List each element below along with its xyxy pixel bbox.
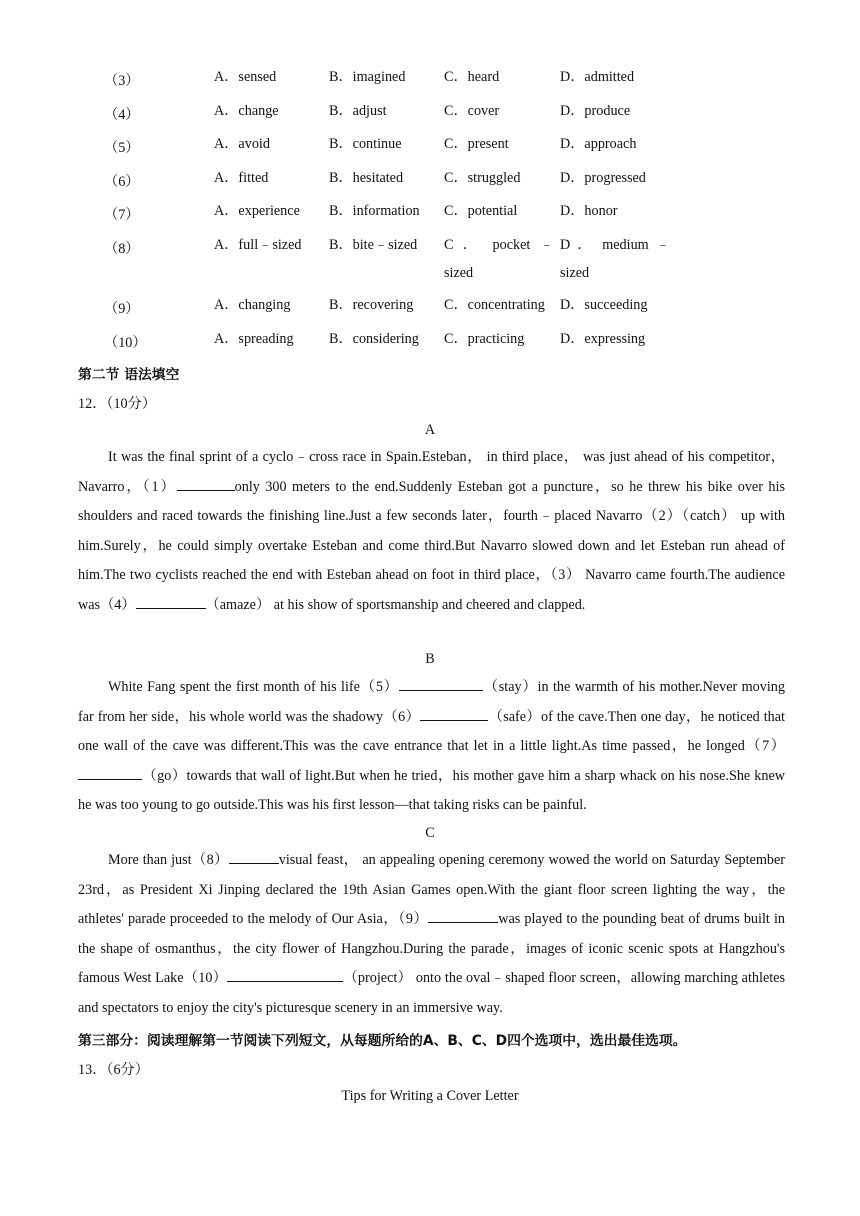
passage-text: White Fang spent the first month of his life（5） <box>108 679 399 695</box>
option-c: C．struggled <box>444 169 521 186</box>
passage-title: Tips for Writing a Cover Letter <box>341 1088 519 1104</box>
option-c: C．practicing <box>444 330 525 347</box>
option-c-line1: C ． pocket ﹣ <box>444 236 554 253</box>
option-d: D．succeeding <box>560 296 648 313</box>
option-b: B．hesitated <box>329 169 404 186</box>
option-a: A．full﹣sized <box>214 236 302 253</box>
passage-c-label: C <box>425 825 435 841</box>
option-c: C．concentrating <box>444 296 545 313</box>
option-row-3 <box>0 64 860 98</box>
question-number: （10） <box>104 334 147 351</box>
option-a: A．avoid <box>214 136 270 153</box>
answer-blank[interactable] <box>177 478 235 491</box>
option-b: B．imagined <box>329 69 406 85</box>
answer-blank[interactable] <box>227 969 343 982</box>
option-a: A．experience <box>214 203 300 220</box>
question-number: （9） <box>104 300 140 317</box>
option-row-8 <box>0 232 860 292</box>
option-d: D．honor <box>560 203 618 220</box>
option-d: D．expressing <box>560 330 646 347</box>
passage-text: was played to the pounding beat of drums built in the shape of osmanthus，the city flower of Hangzhou.During the parade，images of iconic scenic spots at Hangzhou's famous West Lake（10） <box>78 911 785 986</box>
passage-text: only 300 meters to the end.Suddenly Esteban got a puncture，so he threw his bike over his shoulders and raced towards the finishing line.Just a few seconds later，fourth﹣placed Navarro（2）（catch） up with him.Surely，he could simply overtake Esteban and come third.But Navarro slowed down and let Esteban run ahead of him.The two cyclists reached the end with Esteban ahead on foot in third place，（3） Navarro came fourth.The audience was（4） <box>78 478 785 613</box>
option-c: C．heard <box>444 69 500 85</box>
option-d <box>560 231 670 287</box>
passage-text: （amaze） at his show of sportsmanship and cheered and clapped. <box>205 596 586 613</box>
question-number: 12．（10分） <box>78 396 157 412</box>
option-d-line1: D ． medium ﹣ <box>560 236 670 253</box>
option-row-4 <box>0 98 860 132</box>
section-title: 第三部分：阅读理解第一节阅读下列短文，从每题所给的A、B、C、D四个选项中，选出最佳选项。 <box>78 1033 687 1049</box>
question-number: （7） <box>104 207 140 224</box>
passage-b <box>78 673 785 821</box>
section-title: 第二节 语法填空 <box>78 367 180 383</box>
answer-blank[interactable] <box>428 910 498 923</box>
passage-a-label: A <box>424 422 436 438</box>
option-b: B．information <box>329 203 420 220</box>
option-d: D．approach <box>560 136 637 153</box>
option-c <box>444 231 554 287</box>
option-d-line2: sized <box>560 264 590 281</box>
option-b: B．bite﹣sized <box>329 236 418 253</box>
question-number: （3） <box>104 73 140 89</box>
option-c: C．present <box>444 136 509 153</box>
passage-c <box>78 846 785 1023</box>
answer-blank[interactable] <box>229 851 279 864</box>
passage-text: （go）towards that wall of light.But when he tried，his mother gave him a sharp whack on his nose.She knew he was too young to go outside.This was his first lesson—that taking risks can be painful. <box>78 767 785 813</box>
option-a: A．changing <box>214 296 291 313</box>
option-row-10 <box>0 326 860 360</box>
passage-text: （project） onto the oval﹣shaped floor screen，allowing marching athletes and spectators to enjoy the city's picturesque scenery in an immersive way. <box>78 970 785 1016</box>
passage-a <box>78 443 785 620</box>
question-number: 13．（6分） <box>78 1062 149 1078</box>
passage-text: visual feast， an appealing opening ceremony wowed the world on Saturday September 23rd，as President Xi Jinping declared the 19th Asian Games open.With the giant floor screen lighting the way，the athletes' parade proceeded to the melody of Our Asia，（9） <box>78 852 785 927</box>
option-a: A．spreading <box>214 330 294 347</box>
answer-blank[interactable] <box>420 708 488 721</box>
option-row-9 <box>0 292 860 326</box>
question-number: （4） <box>104 106 140 123</box>
option-d: D．admitted <box>560 69 635 85</box>
option-a: A．sensed <box>214 69 277 85</box>
passage-text: （stay）in the warmth of his mother.Never moving far from her side，his whole world was the shadowy（6） <box>78 679 785 725</box>
option-b: B．adjust <box>329 102 387 119</box>
passage-b-label: B <box>425 651 435 667</box>
option-c: C．potential <box>444 203 518 220</box>
option-d: D．progressed <box>560 169 646 186</box>
answer-blank[interactable] <box>399 678 483 691</box>
option-d: D．produce <box>560 102 631 119</box>
option-row-6 <box>0 165 860 199</box>
option-b: B．recovering <box>329 296 414 313</box>
answer-blank[interactable] <box>78 767 142 780</box>
answer-blank[interactable] <box>136 596 206 609</box>
question-number: （6） <box>104 173 140 190</box>
option-c-line2: sized <box>444 264 474 281</box>
option-row-7 <box>0 198 860 232</box>
option-row-5 <box>0 131 860 165</box>
option-a: A．fitted <box>214 169 269 186</box>
passage-text: More than just（8） <box>108 852 229 868</box>
question-number: （8） <box>104 240 140 257</box>
options-table <box>0 64 860 359</box>
question-number: （5） <box>104 140 140 157</box>
option-a: A．change <box>214 102 279 119</box>
option-b: B．considering <box>329 330 419 347</box>
option-b: B．continue <box>329 136 402 153</box>
passage-text: （safe）of the cave.Then one day，he noticed that one wall of the cave was different.This was the cave entrance that let in a little light.As time passed，he longed（7） <box>78 708 785 754</box>
option-c: C．cover <box>444 102 500 119</box>
passage-text: It was the final sprint of a cyclo﹣cross race in Spain.Esteban， in third place， was just ahead of his competitor，Navarro，（1） <box>78 449 785 495</box>
